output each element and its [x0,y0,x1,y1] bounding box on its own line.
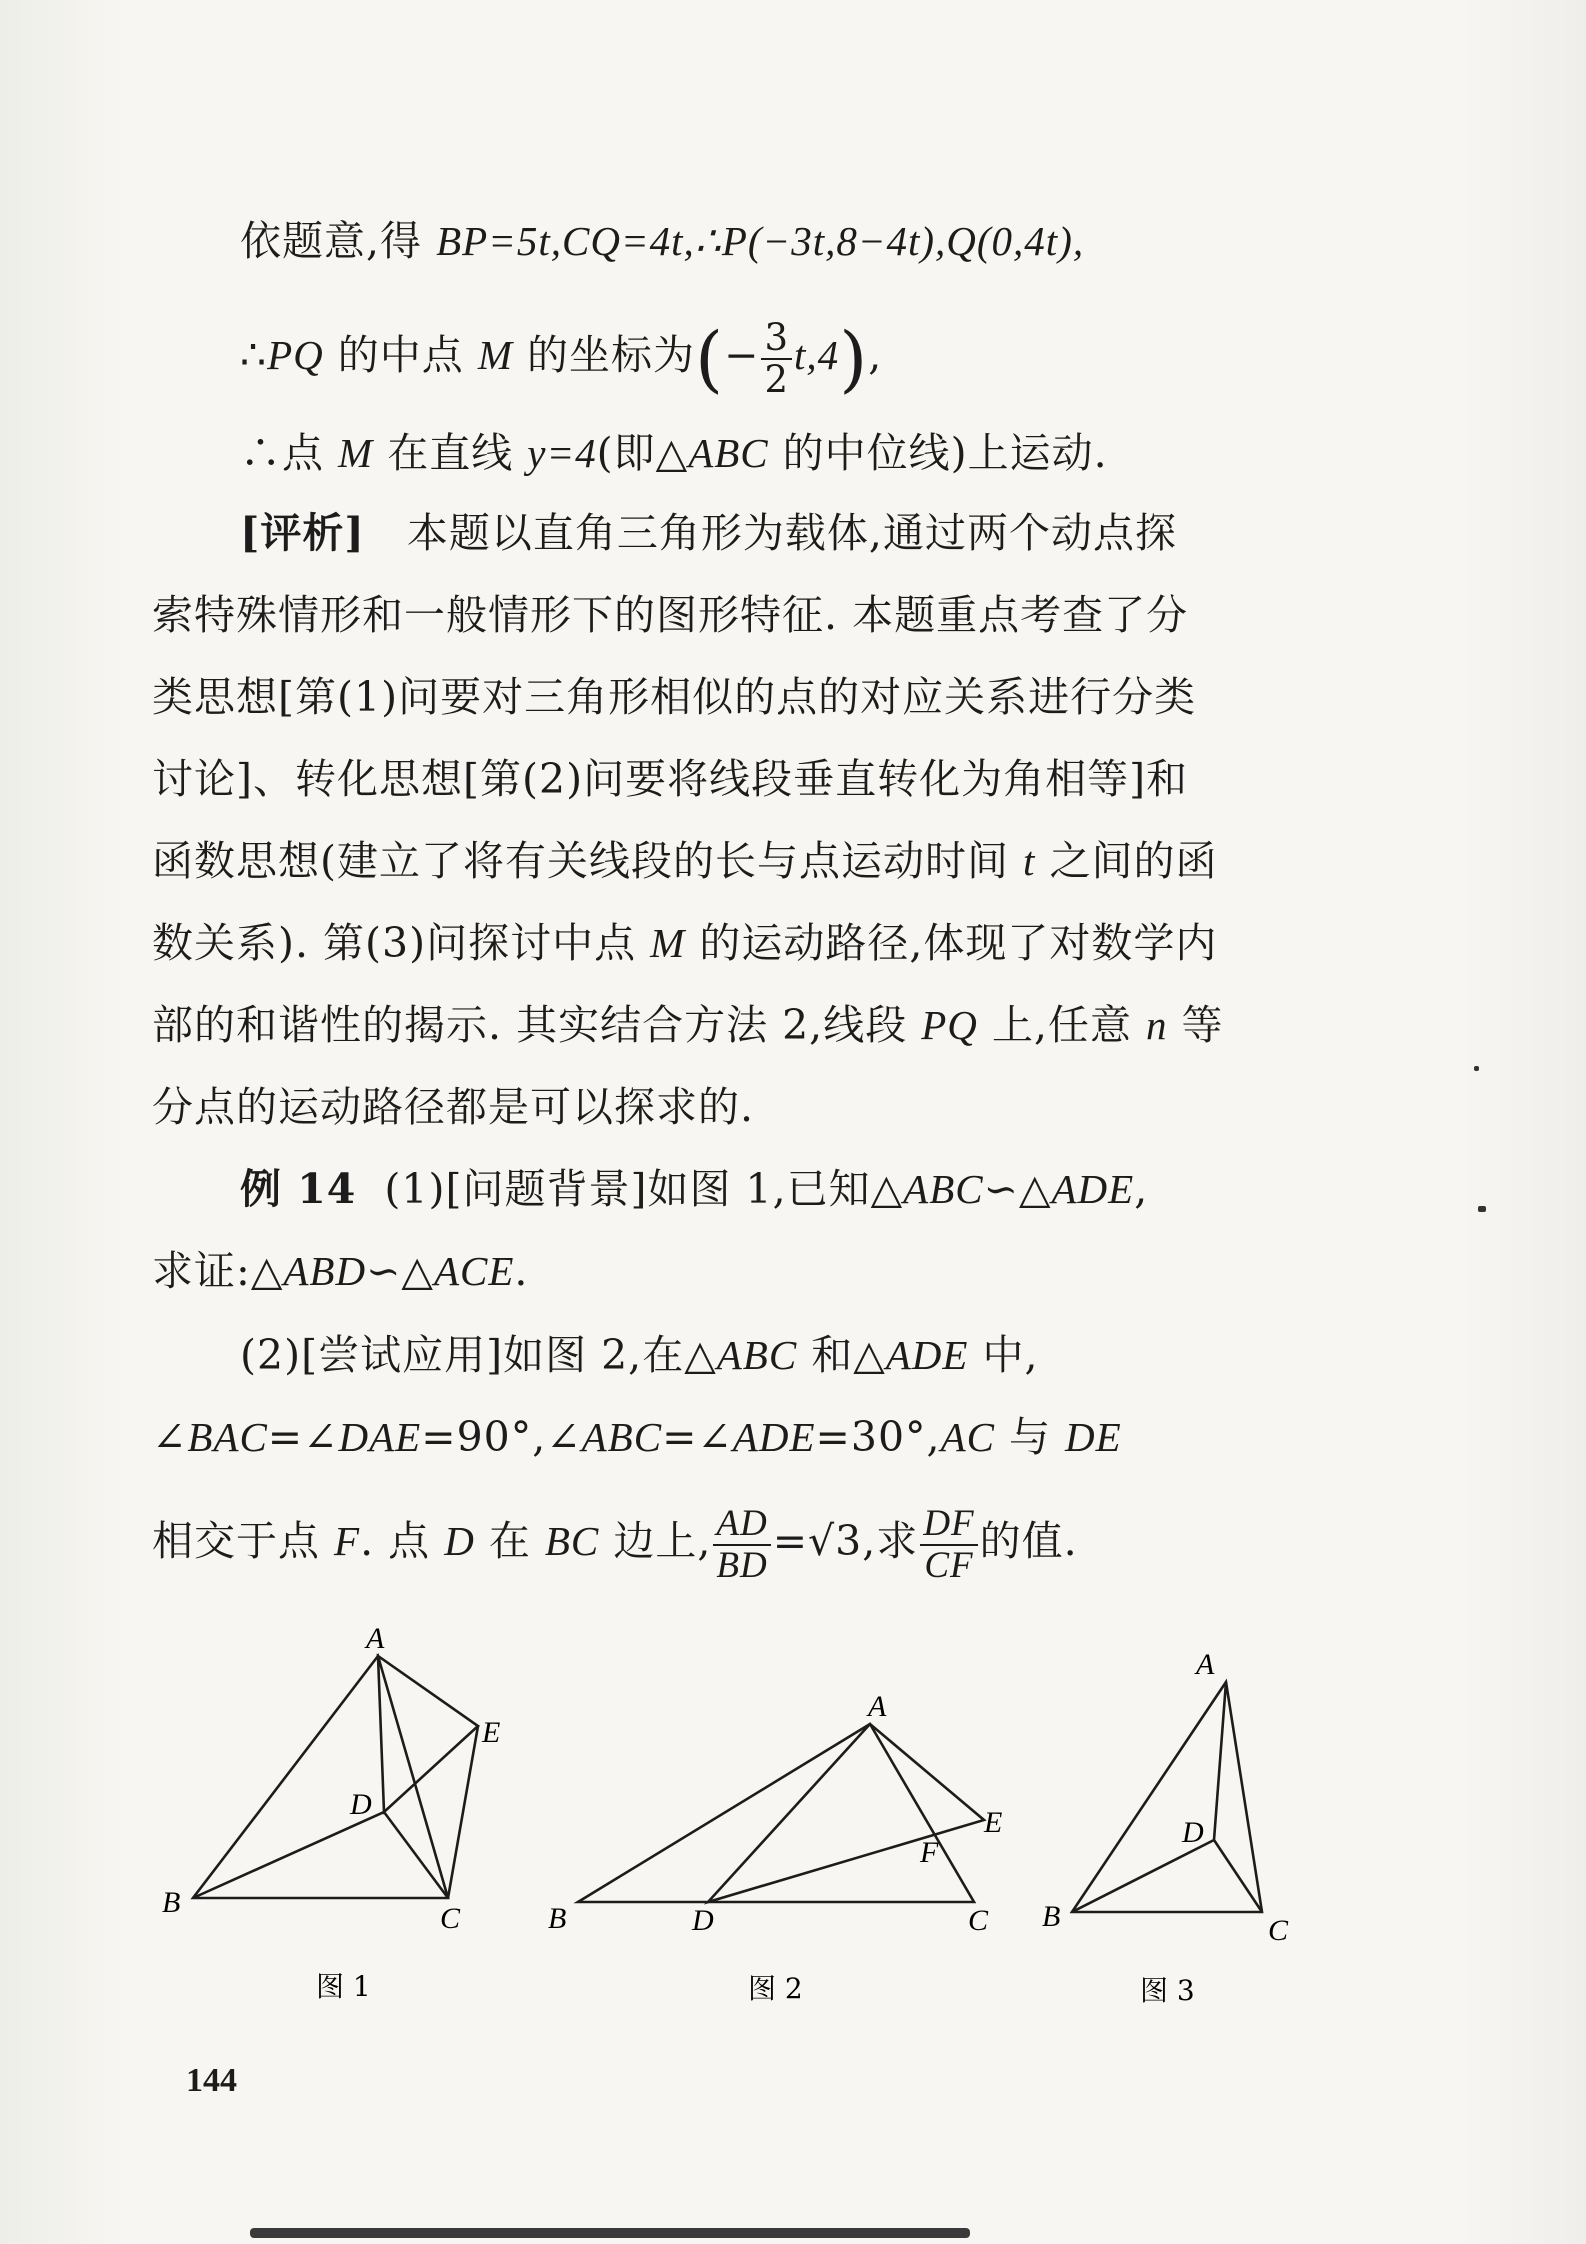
math-expression: BP=5t,CQ=4t,∴P(−3t,8−4t),Q(0,4t), [436,218,1085,264]
analysis-label: [评析] [240,509,365,557]
point-label-b: B [548,1902,567,1935]
point-label-d: D [692,1904,714,1937]
line-text: 的值. [979,1517,1078,1565]
point-label-b: B [162,1886,181,1919]
figure-3 [1072,1682,1262,1912]
point-label-b: B [1042,1900,1061,1933]
line-text: 上,任意 [977,1001,1147,1049]
line-text: =30°, [815,1413,941,1461]
line-text: 本题以直角三角形为载体,通过两个动点探 [406,509,1177,557]
math-expression: M [477,332,513,378]
math-expression: PQ [267,332,324,378]
math-expression: t,4 [794,332,840,378]
math-expression: ABC [688,430,769,476]
line-text: 与 [994,1413,1066,1461]
point-label-c: C [440,1902,461,1935]
triangle-abc [1072,1682,1262,1912]
triangle-ade [378,1656,478,1812]
math-expression: y=4 [527,430,597,476]
math-expression: ABC [716,1332,798,1378]
figure-2-labels [548,1690,1002,2005]
line-text: 分点的运动路径都是可以探求的. [152,1083,755,1131]
line-text: 等 [1167,1001,1224,1049]
line-text: (1)[问题背景]如图 1,已知△ [384,1165,904,1213]
line-text: 函数思想(建立了将有关线段的长与点运动时间 [152,837,1024,885]
math-expression: ADE [732,1414,816,1460]
line-text: 数关系). 第(3)问探讨中点 [152,919,651,967]
math-expression: ABC [581,1414,663,1460]
line-text: 中, [968,1331,1039,1379]
line-text: 部的和谐性的揭示. 其实结合方法 2,线段 [152,1001,922,1049]
line-text: 的运动路径,体现了对数学内 [685,919,1218,967]
math-expression: F [334,1518,361,1564]
line-text: . 点 [360,1517,445,1565]
scan-speck [1474,1066,1479,1071]
fraction-numerator: 3 [761,318,792,360]
point-label-c: C [968,1904,989,1937]
math-expression: DE [1065,1414,1122,1460]
line-text: 索特殊情形和一般情形下的图形特征. 本题重点考查了分 [152,591,1189,639]
figure-3-caption: 图 3 [1140,1974,1195,2007]
minus-sign: − [724,331,760,379]
segment-dc [384,1812,448,1898]
line-text: =∠ [662,1413,733,1461]
page-bottom-edge [250,2228,970,2238]
line-text: . [514,1247,529,1295]
line-text: 求证:△ [152,1247,284,1295]
line-text: (2)[尝试应用]如图 2,在△ [240,1331,717,1379]
line-text: ∽△ [366,1247,434,1295]
math-expression: PQ [921,1002,978,1048]
triangle-abc [578,1724,974,1902]
line-text: , [1134,1165,1149,1213]
segment-ce [448,1726,478,1898]
page-number: 144 [186,2062,237,2099]
figure-2 [578,1724,984,1902]
line-text: 的中点 [323,331,478,379]
line-text: 依题意,得 [240,217,437,265]
point-label-a: A [366,1622,385,1655]
line-text: 边上, [599,1517,712,1565]
point-label-c: C [1268,1914,1289,1947]
math-expression: BAC [187,1414,268,1460]
point-label-a: A [868,1690,887,1723]
math-expression: M [650,920,686,966]
example-label: 例 14 [240,1165,357,1213]
line-text: 在 [474,1517,545,1565]
line-text: ∽△ [983,1165,1052,1213]
line-text: 在直线 [373,429,528,477]
fraction-numerator: AD [713,1504,770,1546]
segments-ad-dc [1214,1682,1262,1912]
fraction-denominator: 2 [764,357,790,401]
figure-1 [193,1656,478,1898]
line-text: =90°,∠ [421,1413,582,1461]
fraction-denominator: BD [716,1544,768,1586]
math-expression: BC [544,1518,600,1564]
math-expression: D [444,1518,475,1564]
math-expression: ABD [283,1248,367,1294]
line-text: 的坐标为 [512,331,696,379]
figure-3-labels [1042,1648,1289,2007]
line-text: , [868,331,883,379]
math-expression: M [338,430,374,476]
math-expression: n [1146,1002,1168,1048]
point-label-d: D [1182,1816,1204,1849]
fraction-numerator: DF [920,1504,977,1546]
point-label-a: A [1196,1648,1215,1681]
line-text: ∠ [152,1413,188,1461]
line-text: 类思想[第(1)问要对三角形相似的点的对应关系进行分类 [152,673,1197,721]
line-text: 讨论]、转化思想[第(2)问要将线段垂直转化为角相等]和 [152,755,1189,803]
point-label-e: E [482,1716,501,1749]
fraction-denominator: CF [924,1544,974,1586]
scan-speck [1478,1206,1486,1212]
line-text: (即△ [596,429,689,477]
math-expression: ABC [903,1166,984,1212]
line-text: =√3,求 [772,1517,919,1565]
line-text: 的中位线)上运动. [768,429,1108,477]
line-text: 相交于点 [152,1517,335,1565]
triangle-abc [193,1656,448,1898]
math-expression: t [1023,838,1036,884]
point-label-f: F [920,1836,939,1869]
math-expression: ACE [433,1248,515,1294]
line-text: 和△ [797,1331,886,1379]
math-expression: ADE [885,1332,969,1378]
math-expression: ADE [1051,1166,1135,1212]
segment-bd [1072,1840,1214,1912]
point-label-d: D [350,1788,372,1821]
line-text: ∴点 [240,429,339,477]
point-label-e: E [984,1806,1003,1839]
figure-1-labels [162,1622,500,2003]
right-paren: ) [839,316,869,401]
line-text: ∴ [240,331,268,379]
math-expression: DAE [338,1414,422,1460]
math-expression: AC [940,1414,995,1460]
left-paren: ( [695,316,725,401]
triangle-ade [708,1724,984,1902]
line-text: =∠ [267,1413,339,1461]
segment-bd [193,1812,384,1898]
figure-1-caption: 图 1 [316,1970,371,2003]
line-text: 之间的函 [1035,837,1218,885]
figure-2-caption: 图 2 [748,1972,803,2005]
